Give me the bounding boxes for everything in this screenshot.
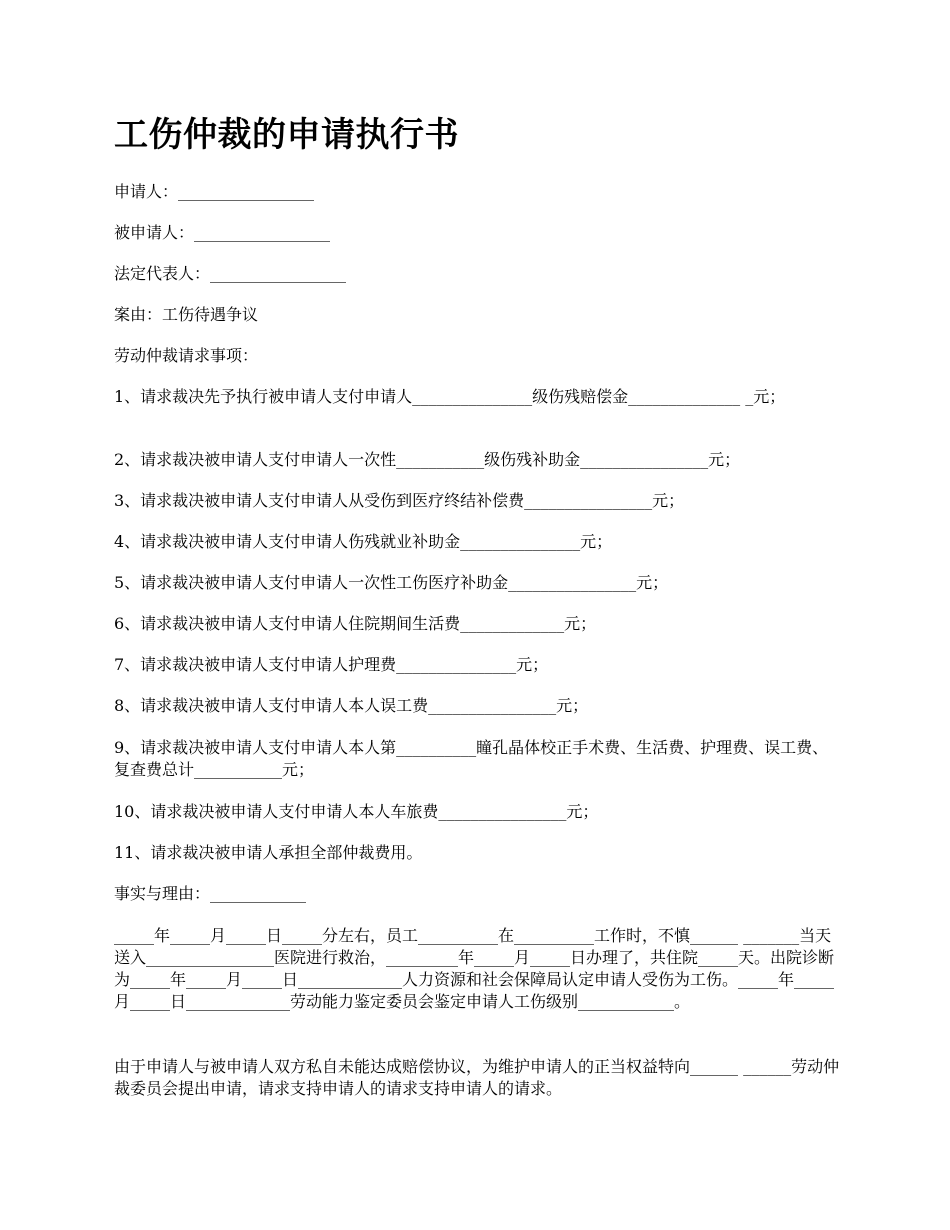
facts-paragraph: _____年_____月_____日_____分左右，员工__________在__________工作时，不慎______ _______当天送入________________医院进行救治，_________年_____月_____日办理了，共住院_____天。出院诊断为_____年_____月_____日_____________人力资源和社会保障局认定申请人受伤为工伤。_____年_____月_____日_____________劳动能力鉴定委员会鉴定申请人工伤级别____________。	[114, 926, 835, 1011]
claim-item-6: 6、请求裁决被申请人支付申请人住院期间生活费_____________元；	[114, 614, 597, 633]
request-paragraph: 由于申请人与被申请人双方私自未能达成赔偿协议，为维护申请人的正当权益特向______ ______劳动仲裁委员会提出申请，请求支持申请人的请求支持申请人的请求。	[114, 1057, 840, 1098]
legal-representative-line: 法定代表人：_________________	[114, 264, 347, 283]
claim-item-11: 11、请求裁决被申请人承担全部仲裁费用。	[114, 843, 423, 862]
claims-heading: 劳动仲裁请求事项：	[114, 346, 259, 365]
claim-item-3: 3、请求裁决被申请人支付申请人从受伤到医疗终结补偿费________________元；	[114, 491, 685, 510]
claim-item-8: 8、请求裁决被申请人支付申请人本人误工费________________元；	[114, 696, 589, 715]
claim-item-5: 5、请求裁决被申请人支付申请人一次性工伤医疗补助金________________元；	[114, 573, 669, 592]
facts-heading: 事实与理由：____________	[114, 884, 307, 903]
claim-item-10: 10、请求裁决被申请人支付申请人本人车旅费________________元；	[114, 802, 599, 821]
respondent-line: 被申请人：_________________	[114, 223, 331, 242]
case-cause-line: 案由：工伤待遇争议	[114, 305, 259, 324]
claim-item-2: 2、请求裁决被申请人支付申请人一次性___________级伤残补助金________________元；	[114, 450, 741, 469]
claim-item-4: 4、请求裁决被申请人支付申请人伤残就业补助金_______________元；	[114, 532, 613, 551]
document-title: 工伤仲裁的申请执行书	[114, 115, 459, 155]
applicant-line: 申请人：_________________	[114, 182, 315, 201]
claim-item-9: 9、请求裁决被申请人支付申请人本人第__________瞳孔晶体校正手术费、生活费、护理费、误工费、复查费总计___________元；	[114, 738, 829, 779]
claim-item-1: 1、请求裁决先予执行被申请人支付申请人_______________级伤残赔偿金______________ _元；	[114, 387, 786, 406]
claim-item-7: 7、请求裁决被申请人支付申请人护理费_______________元；	[114, 655, 549, 674]
